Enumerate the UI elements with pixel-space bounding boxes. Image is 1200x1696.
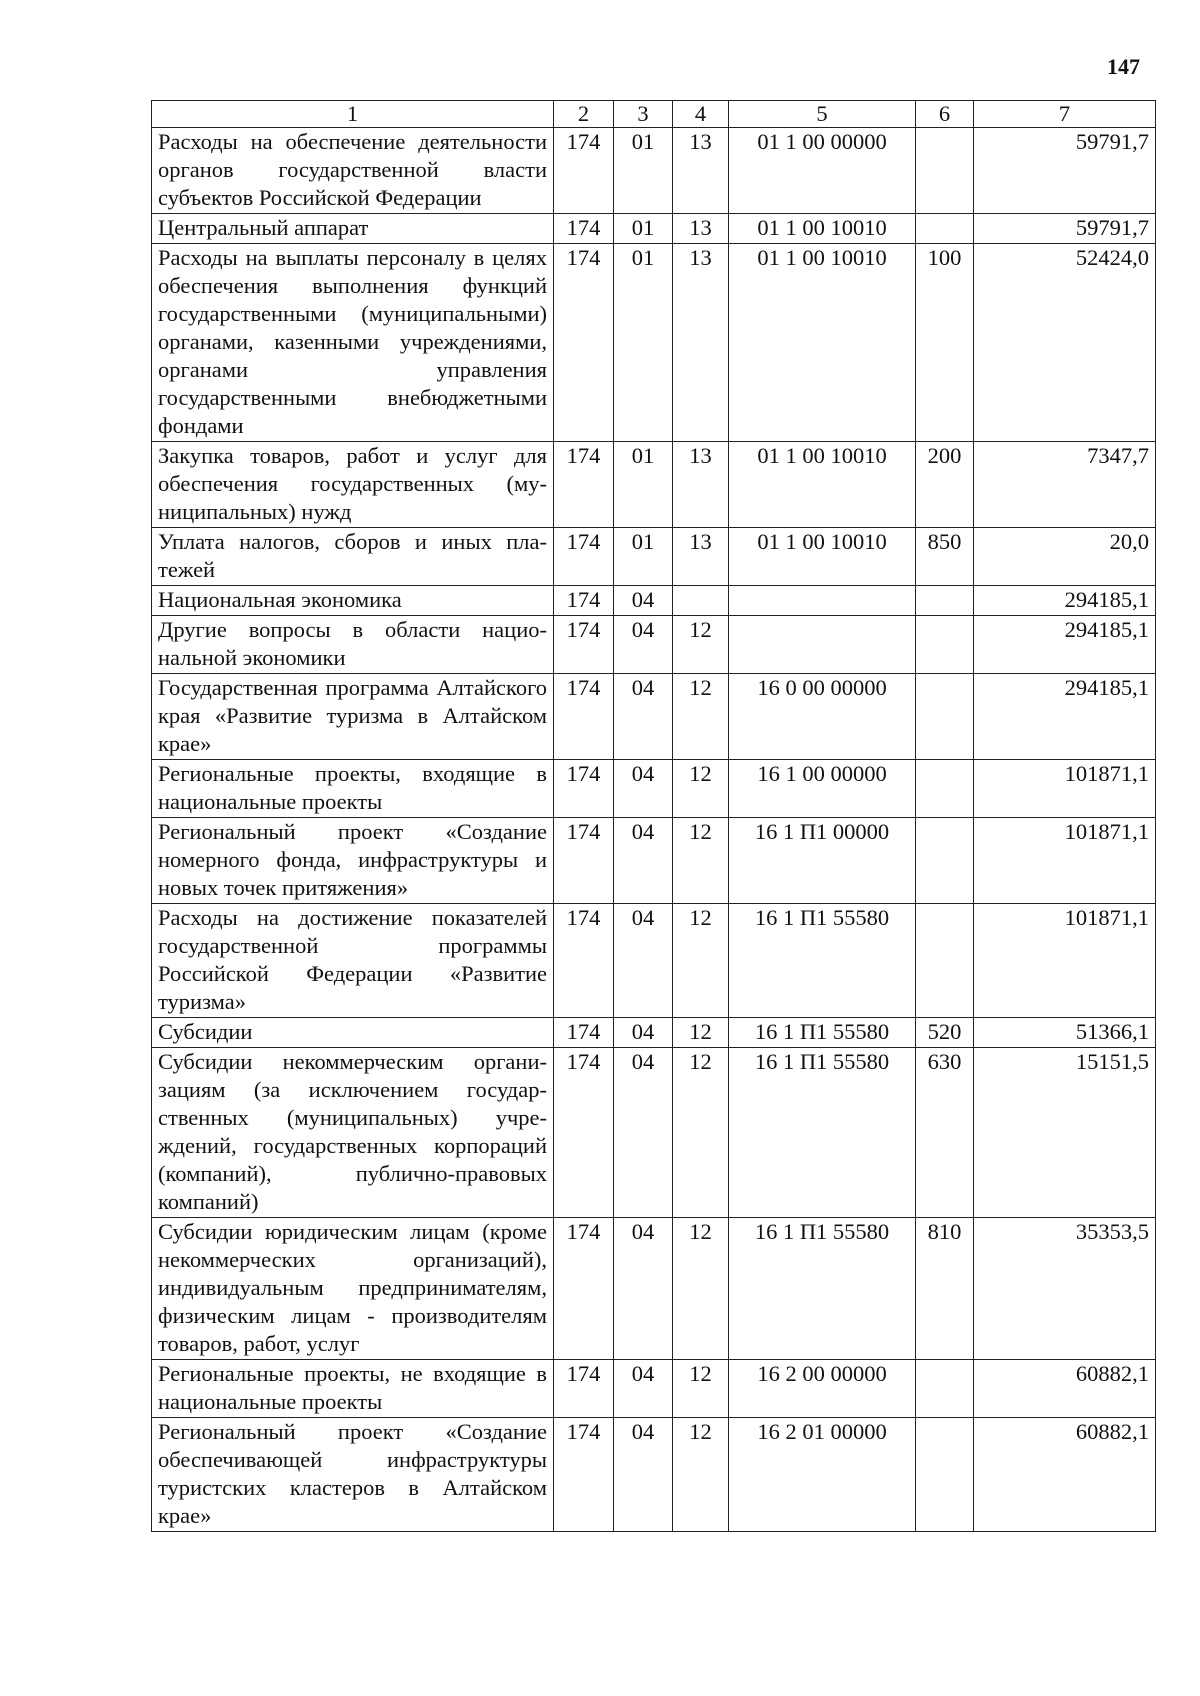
row-col4-cell: 12	[673, 1048, 729, 1218]
row-col2-cell: 174	[554, 616, 614, 674]
header-cell: 6	[916, 101, 974, 128]
row-col3-cell: 04	[614, 586, 673, 616]
row-col4-cell: 12	[673, 760, 729, 818]
header-cell: 5	[729, 101, 916, 128]
row-code-cell: 16 1 П1 55580	[729, 1218, 916, 1360]
row-col4-cell: 13	[673, 442, 729, 528]
table-row	[152, 760, 1156, 818]
header-cell: 2	[554, 101, 614, 128]
row-col6-cell	[916, 818, 974, 904]
row-name-cell: Уплата налогов, сборов и иных платежей	[152, 528, 554, 586]
row-amount-cell: 7347,7	[974, 442, 1156, 528]
row-amount-cell: 101871,1	[974, 904, 1156, 1018]
row-col4-cell: 12	[673, 818, 729, 904]
header-cell: 3	[614, 101, 673, 128]
table-row	[152, 586, 1156, 616]
row-col4-cell: 12	[673, 1218, 729, 1360]
row-col4-cell: 12	[673, 1018, 729, 1048]
row-amount-cell: 59791,7	[974, 128, 1156, 214]
row-col6-cell	[916, 616, 974, 674]
row-col2-cell: 174	[554, 1418, 614, 1532]
row-col6-cell	[916, 1360, 974, 1418]
row-col2-cell: 174	[554, 1218, 614, 1360]
row-col6-cell: 200	[916, 442, 974, 528]
row-col3-cell: 04	[614, 1360, 673, 1418]
row-col6-cell	[916, 1418, 974, 1532]
row-col2-cell: 174	[554, 674, 614, 760]
row-name-cell: Субсидии юридическим лицам (кроме некоммерческих организаций), индивидуальным предпринимателям, физическим лицам - производителям товаров, работ, услуг	[152, 1218, 554, 1360]
row-col6-cell	[916, 586, 974, 616]
row-col4-cell	[673, 586, 729, 616]
row-col2-cell: 174	[554, 1360, 614, 1418]
row-col3-cell: 01	[614, 442, 673, 528]
row-amount-cell: 35353,5	[974, 1218, 1156, 1360]
row-code-cell	[729, 586, 916, 616]
row-col3-cell: 04	[614, 1418, 673, 1532]
row-code-cell: 16 1 П1 55580	[729, 1018, 916, 1048]
row-col6-cell	[916, 128, 974, 214]
row-name-cell: Закупка товаров, работ и услуг для обеспечения государственных (муниципальных) нужд	[152, 442, 554, 528]
table-row	[152, 528, 1156, 586]
row-col3-cell: 01	[614, 244, 673, 442]
table-row	[152, 442, 1156, 528]
row-col4-cell: 12	[673, 1418, 729, 1532]
row-amount-cell: 101871,1	[974, 818, 1156, 904]
row-col3-cell: 04	[614, 674, 673, 760]
row-col3-cell: 04	[614, 818, 673, 904]
table-row	[152, 128, 1156, 214]
row-col4-cell: 13	[673, 528, 729, 586]
table-row	[152, 1218, 1156, 1360]
row-code-cell: 01 1 00 10010	[729, 244, 916, 442]
row-name-cell: Расходы на обеспечение деятельности органов государственной власти субъектов Российской Федерации	[152, 128, 554, 214]
row-code-cell: 16 1 00 00000	[729, 760, 916, 818]
row-col2-cell: 174	[554, 214, 614, 244]
row-col3-cell: 04	[614, 904, 673, 1018]
row-name-cell: Расходы на выплаты персоналу в целях обеспечения выполнения функций государственными (муниципальными) органами, казенными учреждениями, органами управления государственными внебюджетными фондами	[152, 244, 554, 442]
table-row	[152, 1018, 1156, 1048]
row-amount-cell: 59791,7	[974, 214, 1156, 244]
budget-table	[151, 100, 1156, 1532]
row-col4-cell: 13	[673, 214, 729, 244]
table-body	[152, 128, 1156, 1532]
row-col6-cell: 630	[916, 1048, 974, 1218]
row-col6-cell	[916, 904, 974, 1018]
row-name-cell: Региональные проекты, входящие в национальные проекты	[152, 760, 554, 818]
row-code-cell: 16 0 00 00000	[729, 674, 916, 760]
row-code-cell: 01 1 00 10010	[729, 214, 916, 244]
table-row	[152, 1048, 1156, 1218]
row-code-cell: 01 1 00 10010	[729, 442, 916, 528]
row-col2-cell: 174	[554, 442, 614, 528]
header-cell: 7	[974, 101, 1156, 128]
row-code-cell: 16 1 П1 55580	[729, 1048, 916, 1218]
row-name-cell: Расходы на достижение показателей государственной программы Российской Федерации «Развитие туризма»	[152, 904, 554, 1018]
table-row	[152, 1418, 1156, 1532]
page-number: 147	[1107, 54, 1140, 79]
row-name-cell: Субсидии	[152, 1018, 554, 1048]
row-col3-cell: 04	[614, 1048, 673, 1218]
row-name-cell: Субсидии некоммерческим организациям (за исключением государственных (муниципальных) учреждений, государственных корпораций (компаний), публично-правовых компаний)	[152, 1048, 554, 1218]
row-col4-cell: 12	[673, 674, 729, 760]
row-col2-cell: 174	[554, 586, 614, 616]
row-col4-cell: 12	[673, 904, 729, 1018]
row-col4-cell: 12	[673, 616, 729, 674]
row-amount-cell: 60882,1	[974, 1418, 1156, 1532]
row-amount-cell: 15151,5	[974, 1048, 1156, 1218]
row-code-cell: 16 1 П1 55580	[729, 904, 916, 1018]
row-amount-cell: 294185,1	[974, 616, 1156, 674]
row-amount-cell: 20,0	[974, 528, 1156, 586]
row-col3-cell: 01	[614, 528, 673, 586]
row-code-cell: 16 1 П1 00000	[729, 818, 916, 904]
row-col6-cell: 810	[916, 1218, 974, 1360]
row-name-cell: Региональный проект «Создание номерного фонда, инфраструктуры и новых точек притяжения»	[152, 818, 554, 904]
row-amount-cell: 294185,1	[974, 586, 1156, 616]
row-amount-cell: 101871,1	[974, 760, 1156, 818]
row-name-cell: Региональные проекты, не входящие в национальные проекты	[152, 1360, 554, 1418]
row-col4-cell: 12	[673, 1360, 729, 1418]
row-col6-cell	[916, 674, 974, 760]
row-code-cell: 16 2 01 00000	[729, 1418, 916, 1532]
row-name-cell: Государственная программа Алтайского края «Развитие туризма в Алтайском крае»	[152, 674, 554, 760]
row-amount-cell: 60882,1	[974, 1360, 1156, 1418]
row-amount-cell: 51366,1	[974, 1018, 1156, 1048]
table-row	[152, 1360, 1156, 1418]
row-col6-cell: 100	[916, 244, 974, 442]
row-col2-cell: 174	[554, 904, 614, 1018]
table-row	[152, 674, 1156, 760]
row-col4-cell: 13	[673, 128, 729, 214]
row-col2-cell: 174	[554, 818, 614, 904]
row-col2-cell: 174	[554, 760, 614, 818]
row-col3-cell: 04	[614, 1218, 673, 1360]
row-amount-cell: 52424,0	[974, 244, 1156, 442]
row-col2-cell: 174	[554, 1048, 614, 1218]
row-col2-cell: 174	[554, 128, 614, 214]
table-row	[152, 818, 1156, 904]
row-amount-cell: 294185,1	[974, 674, 1156, 760]
table-row	[152, 904, 1156, 1018]
row-code-cell	[729, 616, 916, 674]
table-row	[152, 616, 1156, 674]
row-col3-cell: 01	[614, 214, 673, 244]
row-col3-cell: 01	[614, 128, 673, 214]
row-col2-cell: 174	[554, 1018, 614, 1048]
row-col6-cell: 520	[916, 1018, 974, 1048]
row-col3-cell: 04	[614, 616, 673, 674]
row-col3-cell: 04	[614, 1018, 673, 1048]
header-cell: 4	[673, 101, 729, 128]
row-name-cell: Национальная экономика	[152, 586, 554, 616]
row-col6-cell	[916, 214, 974, 244]
table-row	[152, 244, 1156, 442]
header-row	[152, 101, 1156, 128]
row-name-cell: Другие вопросы в области национальной экономики	[152, 616, 554, 674]
row-code-cell: 16 2 00 00000	[729, 1360, 916, 1418]
row-name-cell: Центральный аппарат	[152, 214, 554, 244]
table-row	[152, 214, 1156, 244]
row-col2-cell: 174	[554, 244, 614, 442]
row-col6-cell	[916, 760, 974, 818]
row-col2-cell: 174	[554, 528, 614, 586]
row-col3-cell: 04	[614, 760, 673, 818]
row-code-cell: 01 1 00 00000	[729, 128, 916, 214]
row-code-cell: 01 1 00 10010	[729, 528, 916, 586]
row-name-cell: Региональный проект «Создание обеспечивающей инфраструктуры туристских кластеров в Алтайском крае»	[152, 1418, 554, 1532]
row-col4-cell: 13	[673, 244, 729, 442]
header-cell: 1	[152, 101, 554, 128]
row-col6-cell: 850	[916, 528, 974, 586]
